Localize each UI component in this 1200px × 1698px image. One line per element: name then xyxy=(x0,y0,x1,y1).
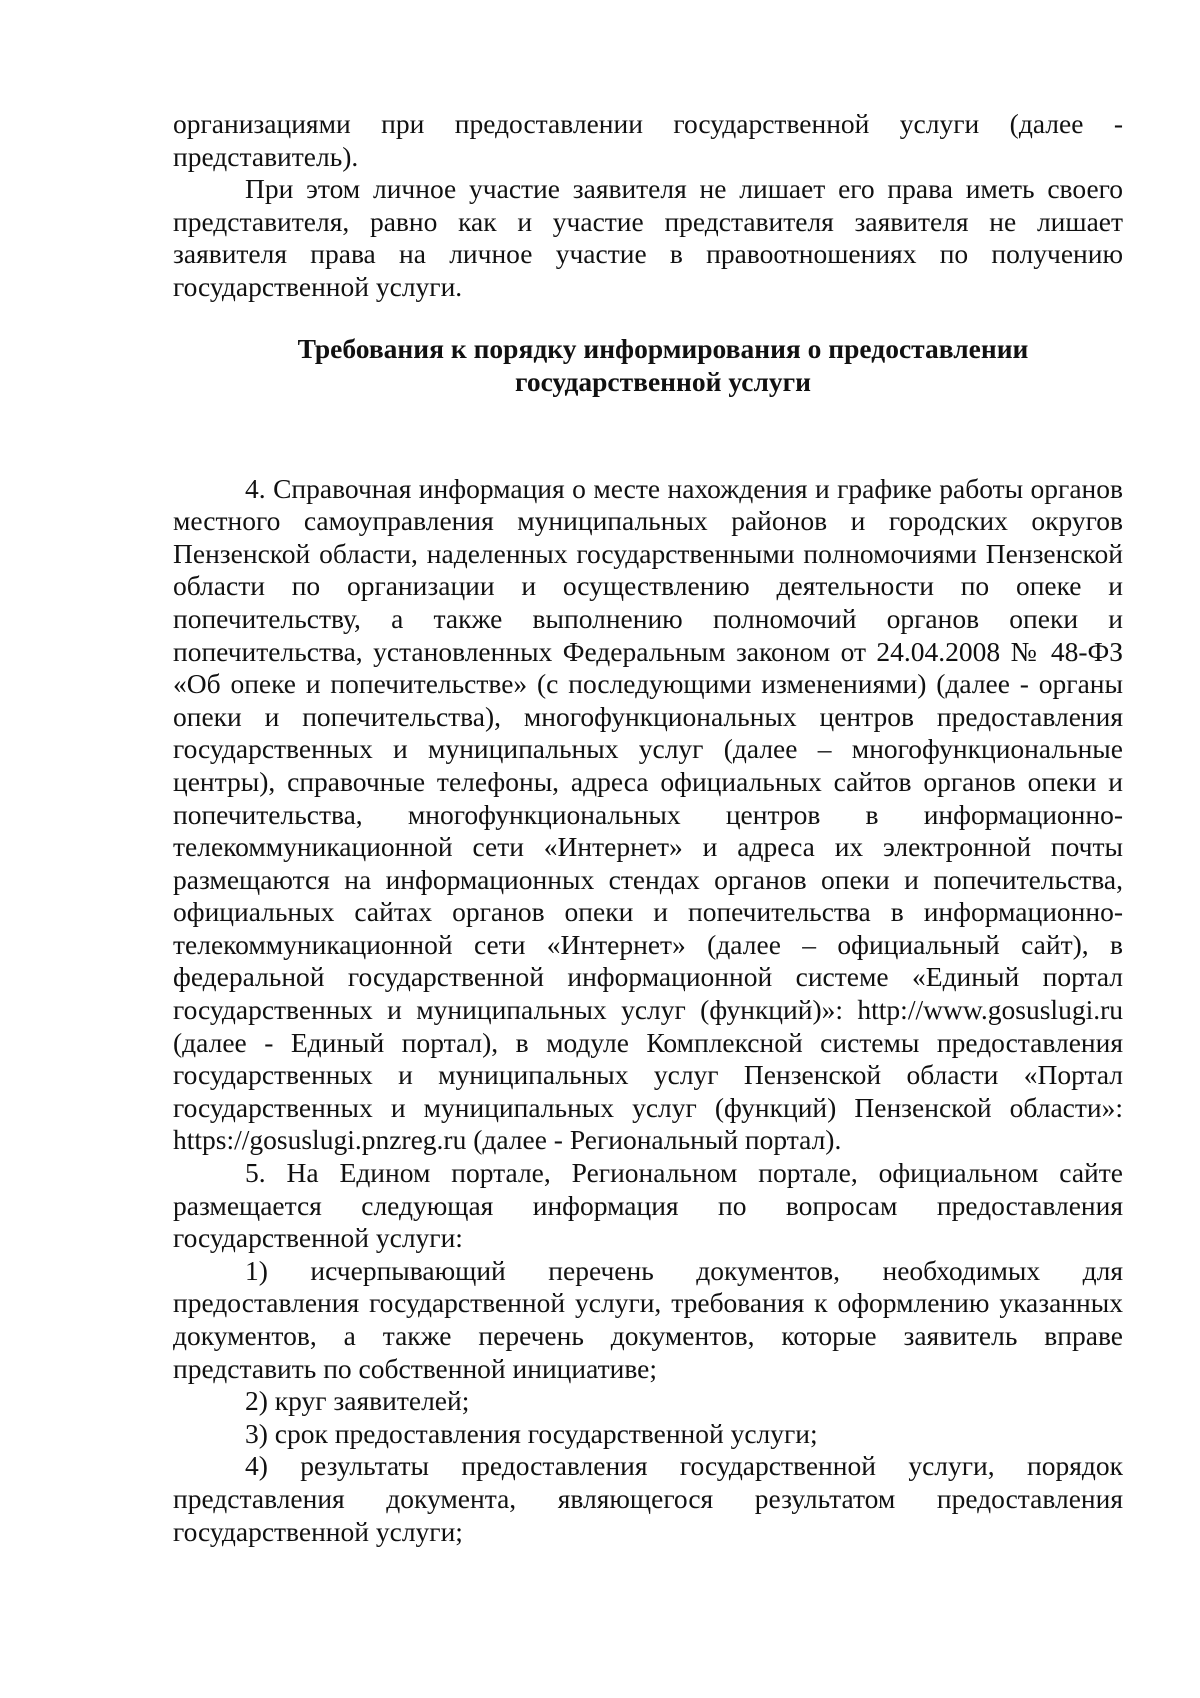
list-item-3: 3) срок предоставления государственной услуги; xyxy=(245,1417,818,1449)
paragraph-item-5: 5. На Едином портале, Региональном портале, официальном сайте размещается следующая информация по вопросам предоставления государственной услуги: xyxy=(173,1157,1123,1254)
section-heading-line-1: Требования к порядку информирования о предоставлении xyxy=(297,332,1029,364)
list-item-4: 4) результаты предоставления государственной услуги, порядок представления документа, являющегося результатом предоставления государственной услуги; xyxy=(173,1450,1123,1547)
heading-spacer xyxy=(173,398,1123,473)
list-item-1: 1) исчерпывающий перечень документов, необходимых для предоставления государственной услуги, требования к оформлению указанных документов, а также перечень документов, которые заявитель вправе представить по собственной инициативе; xyxy=(173,1254,1123,1384)
paragraph-item-4: 4. Справочная информация о месте нахождения и графике работы органов местного самоуправления муниципальных районов и городских округов Пензенской области, наделенных государственными полномочиями Пензенской области по организации и осуществлению деятельности по опеке и попечительству, а также выполнению полномочий органов опеки и попечительства, установленных Федеральным законом от 24.04.2008 № 48-ФЗ «Об опеке и попечительстве» (с последующими изменениями) (далее - органы опеки и попечительства), многофункциональных центров предоставления государственных и муниципальных услуг (далее – многофункциональные центры), справочные телефоны, адреса официальных сайтов органов опеки и попечительства, многофункциональных центров в информационно-телекоммуникационной сети «Интернет» и адреса их электронной почты размещаются на информационных стендах органов опеки и попечительства, официальных сайтах органов опеки и попечительства в информационно-телекоммуникационной сети «Интернет» (далее – официальный сайт), в федеральной государственной информационной системе «Единый портал государственных и муниципальных услуг (функций)»: http://www.gosuslugi.ru (далее - Единый портал), в модуле Комплексной системы предоставления государственных и муниципальных услуг Пензенской области «Портал государственных и муниципальных услуг (функций) Пензенской области»: https://gosuslugi.pnzreg.ru (далее - Региональный портал). xyxy=(173,472,1123,1156)
paragraph-personal-participation: При этом личное участие заявителя не лишает его права иметь своего представителя, равно как и участие представителя заявителя не лишает заявителя права на личное участие в правоотношениях по получению государственной услуги. xyxy=(173,173,1123,302)
section-heading-line-2: государственной услуги xyxy=(515,365,811,397)
paragraph-representative: организациями при предоставлении государственной услуги (далее - представитель). xyxy=(173,108,1123,172)
section-heading xyxy=(173,332,1123,398)
document-page xyxy=(173,108,1123,1548)
list-item-2: 2) круг заявителей; xyxy=(245,1385,470,1417)
